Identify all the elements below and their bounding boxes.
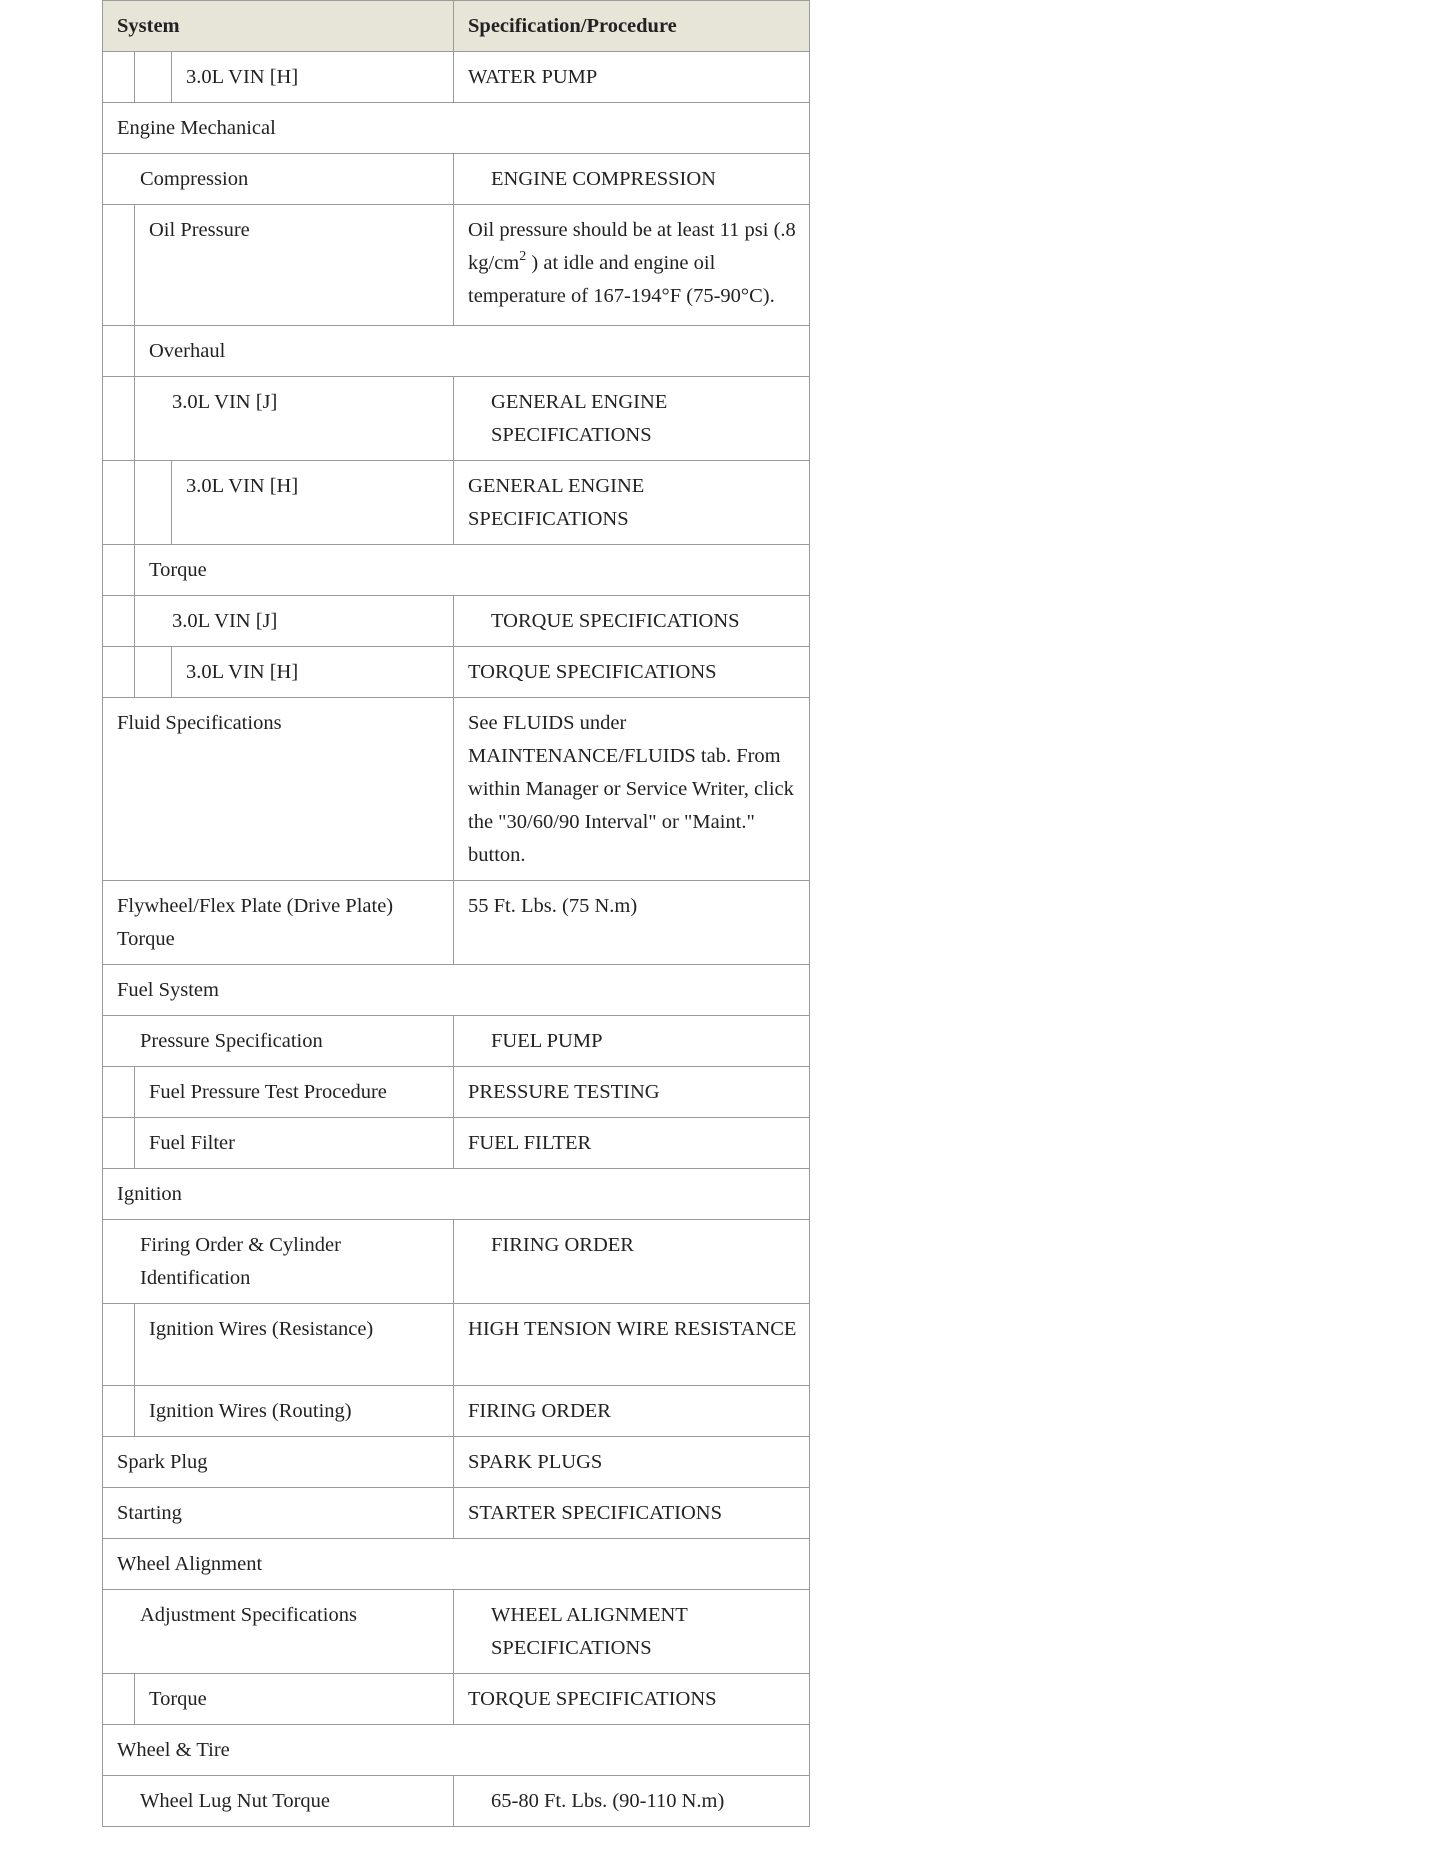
section-row [103, 103, 810, 154]
table-row [103, 1437, 810, 1488]
spec-text-part: ) at idle and engine oil temperature of 167-194°F (75-90°C). [468, 252, 775, 307]
spec-text: 55 Ft. Lbs. (75 N.m) [454, 881, 810, 965]
table-row [103, 1220, 810, 1304]
indent-cell [103, 545, 135, 596]
subsection-row [103, 545, 810, 596]
indent-cell [103, 1067, 135, 1118]
section-label: Fuel System [103, 965, 810, 1016]
system-label: Firing Order & Cylinder Identification [103, 1220, 454, 1304]
spec-link[interactable]: FUEL FILTER [454, 1118, 810, 1169]
section-label: Ignition [103, 1169, 810, 1220]
indent-cell [103, 326, 135, 377]
system-label: 3.0L VIN [J] [135, 377, 454, 461]
indent-cell [103, 461, 135, 545]
section-label: Wheel Alignment [103, 1539, 810, 1590]
table-row [103, 1674, 810, 1725]
spec-link[interactable]: SPARK PLUGS [454, 1437, 810, 1488]
indent-cell [103, 377, 135, 461]
spec-link[interactable]: GENERAL ENGINE SPECIFICATIONS [454, 377, 810, 461]
system-label: Flywheel/Flex Plate (Drive Plate) Torque [103, 881, 454, 965]
system-label: 3.0L VIN [J] [135, 596, 454, 647]
spec-link[interactable]: HIGH TENSION WIRE RESISTANCE [454, 1304, 810, 1386]
table-row [103, 596, 810, 647]
table-row [103, 1386, 810, 1437]
indent-cell [103, 1674, 135, 1725]
system-label: Compression [103, 154, 454, 205]
spec-link[interactable]: FIRING ORDER [454, 1386, 810, 1437]
spec-link[interactable]: TORQUE SPECIFICATIONS [454, 1674, 810, 1725]
table-row [103, 377, 810, 461]
spec-link[interactable]: TORQUE SPECIFICATIONS [454, 647, 810, 698]
system-label: Torque [135, 1674, 454, 1725]
spec-text: 65-80 Ft. Lbs. (90-110 N.m) [454, 1776, 810, 1827]
specifications-table [102, 0, 810, 1827]
system-label: 3.0L VIN [H] [172, 461, 454, 545]
system-label: Adjustment Specifications [103, 1590, 454, 1674]
table-row [103, 461, 810, 545]
spec-link[interactable]: WHEEL ALIGNMENT SPECIFICATIONS [454, 1590, 810, 1674]
subsection-row [103, 326, 810, 377]
system-label: 3.0L VIN [H] [172, 52, 454, 103]
indent-cell [103, 1118, 135, 1169]
system-label: 3.0L VIN [H] [172, 647, 454, 698]
table-row [103, 881, 810, 965]
table-row [103, 1776, 810, 1827]
section-row [103, 965, 810, 1016]
spec-text-part: Oil pressure should be at least 11 psi (.8 kg/cm [468, 219, 796, 274]
indent-cell [103, 1386, 135, 1437]
section-row [103, 1725, 810, 1776]
table-row [103, 1067, 810, 1118]
spec-link[interactable]: WATER PUMP [454, 52, 810, 103]
system-label: Spark Plug [103, 1437, 454, 1488]
indent-cell [135, 52, 172, 103]
system-label: Starting [103, 1488, 454, 1539]
indent-cell [103, 205, 135, 326]
indent-cell [103, 52, 135, 103]
system-label: Ignition Wires (Resistance) [135, 1304, 454, 1386]
system-label: Fuel Filter [135, 1118, 454, 1169]
spec-link[interactable]: STARTER SPECIFICATIONS [454, 1488, 810, 1539]
indent-cell [103, 1304, 135, 1386]
table-row [103, 1488, 810, 1539]
table-row [103, 52, 810, 103]
spec-link[interactable]: FIRING ORDER [454, 1220, 810, 1304]
section-row [103, 1169, 810, 1220]
spec-text: See FLUIDS under MAINTENANCE/FLUIDS tab. From within Manager or Service Writer, click the "30/60/90 Interval" or "Maint." button. [454, 698, 810, 881]
system-label: Fluid Specifications [103, 698, 454, 881]
table-row [103, 1304, 810, 1386]
table-row [103, 205, 810, 326]
spec-link[interactable]: GENERAL ENGINE SPECIFICATIONS [454, 461, 810, 545]
spec-link[interactable]: PRESSURE TESTING [454, 1067, 810, 1118]
subsection-label: Torque [135, 545, 810, 596]
table-row [103, 1118, 810, 1169]
table-row [103, 154, 810, 205]
indent-cell [103, 596, 135, 647]
system-label: Wheel Lug Nut Torque [103, 1776, 454, 1827]
spec-link[interactable]: ENGINE COMPRESSION [454, 154, 810, 205]
indent-cell [135, 647, 172, 698]
table-row [103, 1590, 810, 1674]
spec-link[interactable]: FUEL PUMP [454, 1016, 810, 1067]
indent-cell [103, 647, 135, 698]
table-row [103, 698, 810, 881]
table-row [103, 1016, 810, 1067]
system-label: Oil Pressure [135, 205, 454, 326]
superscript: 2 [519, 249, 527, 264]
table-header-row [103, 1, 810, 52]
section-row [103, 1539, 810, 1590]
indent-cell [135, 461, 172, 545]
section-label: Engine Mechanical [103, 103, 810, 154]
header-system: System [103, 1, 454, 52]
system-label: Ignition Wires (Routing) [135, 1386, 454, 1437]
subsection-label: Overhaul [135, 326, 810, 377]
spec-text [454, 205, 810, 326]
spec-link[interactable]: TORQUE SPECIFICATIONS [454, 596, 810, 647]
system-label: Pressure Specification [103, 1016, 454, 1067]
table-row [103, 647, 810, 698]
section-label: Wheel & Tire [103, 1725, 810, 1776]
system-label: Fuel Pressure Test Procedure [135, 1067, 454, 1118]
header-specification: Specification/Procedure [454, 1, 810, 52]
